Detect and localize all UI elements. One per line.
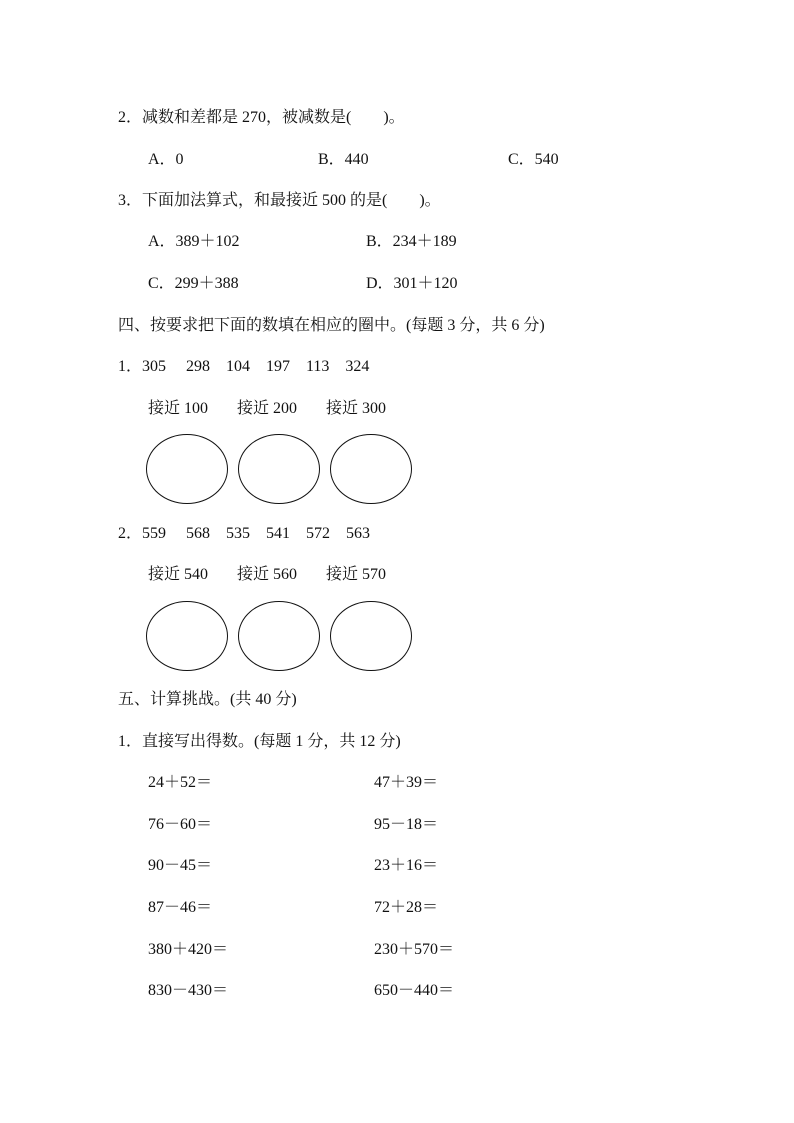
label-near-100: 接近 100 — [148, 400, 209, 417]
section-4-heading: 四、按要求把下面的数填在相应的圈中。(每题 3 分，共 6 分) — [118, 317, 545, 334]
calc-right-6: 650－440＝ — [374, 982, 455, 999]
calc-left-5: 380＋420＝ — [148, 941, 229, 958]
answer-circle-near-100[interactable] — [146, 434, 228, 504]
question-3-option-c: C．299＋388 — [148, 275, 239, 292]
section-5-heading: 五、计算挑战。(共 40 分) — [118, 691, 297, 708]
calc-left-1: 24＋52＝ — [148, 774, 213, 791]
section-4-problem-1-labels — [148, 399, 415, 419]
calc-right-1: 47＋39＝ — [374, 774, 439, 791]
section-4-problem-2-labels — [148, 565, 415, 585]
calc-left-6: 830－430＝ — [148, 982, 229, 999]
calc-left-3: 90－45＝ — [148, 857, 213, 874]
label-near-570: 接近 570 — [326, 566, 387, 583]
label-near-540: 接近 540 — [148, 566, 209, 583]
calc-right-4: 72＋28＝ — [374, 899, 439, 916]
calc-right-2: 95－18＝ — [374, 816, 439, 833]
question-2-option-b: B．440 — [318, 151, 369, 168]
calc-left-2: 76－60＝ — [148, 816, 213, 833]
section-4-problem-1-circles — [146, 434, 412, 504]
question-3-text: 3．下面加法算式，和最接近 500 的是( )。 — [118, 192, 441, 209]
section-4-problem-2-numbers: 2．559 568 535 541 572 563 — [118, 525, 371, 542]
calc-right-5: 230＋570＝ — [374, 941, 455, 958]
label-near-300: 接近 300 — [326, 400, 387, 417]
answer-circle-near-200[interactable] — [238, 434, 320, 504]
section-4-problem-1-numbers: 1．305 298 104 197 113 324 — [118, 358, 370, 375]
question-2-option-a: A．0 — [148, 151, 184, 168]
calc-left-4: 87－46＝ — [148, 899, 213, 916]
section-5-problem-1-heading: 1．直接写出得数。(每题 1 分，共 12 分) — [118, 733, 401, 750]
answer-circle-near-570[interactable] — [330, 601, 412, 671]
calc-right-3: 23＋16＝ — [374, 857, 439, 874]
question-3-option-b: B．234＋189 — [366, 233, 457, 250]
question-2-text: 2．减数和差都是 270，被减数是( )。 — [118, 109, 405, 126]
question-3-option-a: A．389＋102 — [148, 233, 240, 250]
section-4-problem-2-circles — [146, 601, 412, 671]
label-near-200: 接近 200 — [237, 400, 298, 417]
answer-circle-near-560[interactable] — [238, 601, 320, 671]
answer-circle-near-540[interactable] — [146, 601, 228, 671]
label-near-560: 接近 560 — [237, 566, 298, 583]
question-3-option-d: D．301＋120 — [366, 275, 458, 292]
question-2-option-c: C．540 — [508, 151, 559, 168]
answer-circle-near-300[interactable] — [330, 434, 412, 504]
